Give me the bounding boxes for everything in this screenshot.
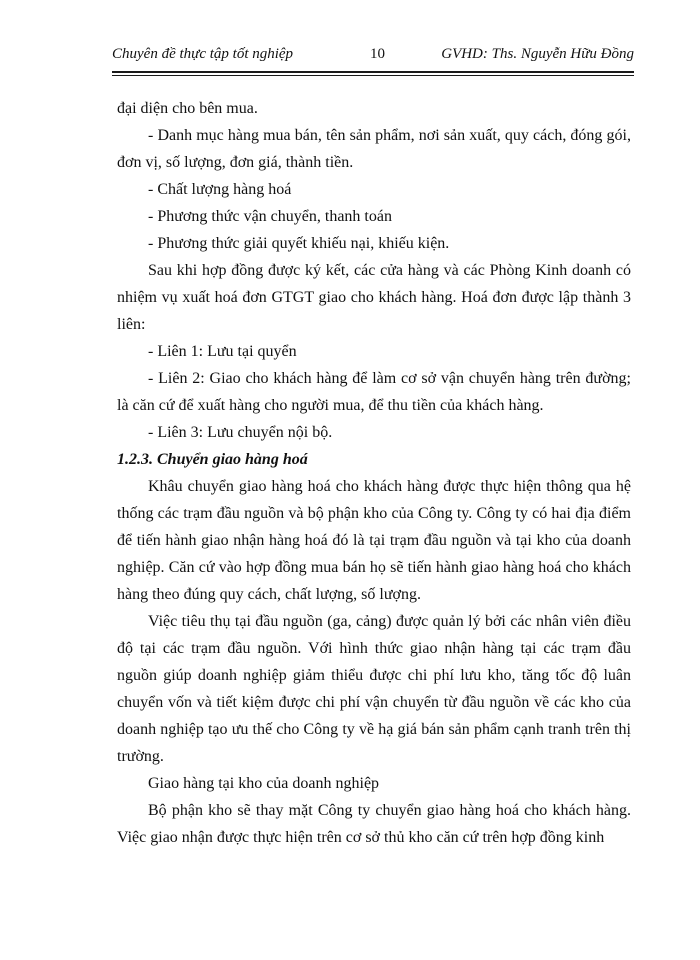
section-heading: 1.2.3. Chuyển giao hàng hoá (117, 451, 308, 468)
header-rule (112, 71, 634, 73)
page-header (112, 46, 634, 68)
list-item: - Liên 2: Giao cho khách hàng để làm cơ sở vận chuyển hàng trên đường; là căn cứ để xuất hàng cho người mua, để thu tiền của khách hàng. (117, 370, 631, 414)
header-supervisor: GVHD: Ths. Nguyễn Hữu Đồng (441, 46, 634, 62)
list-item: - Phương thức giải quyết khiếu nại, khiếu kiện. (148, 235, 450, 252)
list-item: - Chất lượng hàng hoá (148, 181, 292, 198)
list-item: - Danh mục hàng mua bán, tên sản phẩm, nơi sản xuất, quy cách, đóng gói, đơn vị, số lượng, đơn giá, thành tiền. (117, 127, 631, 171)
paragraph: Sau khi hợp đồng được ký kết, các cửa hàng và các Phòng Kinh doanh có nhiệm vụ xuất hoá đơn GTGT giao cho khách hàng. Hoá đơn được lập thành 3 liên: (117, 262, 631, 333)
header-title: Chuyên đề thực tập tốt nghiệp (112, 46, 294, 62)
document-body (117, 95, 631, 851)
paragraph: Việc tiêu thụ tại đầu nguồn (ga, cảng) được quản lý bởi các nhân viên điều độ tại các trạm đầu nguồn. Với hình thức giao nhận hàng tại các trạm đầu nguồn giúp doanh nghiệp giảm thiểu được chi phí lưu kho, tăng tốc độ luân chuyển vốn và tiết kiệm được chi phí vận chuyển từ đầu nguồn về các kho của doanh nghiệp tạo ưu thế cho Công ty về hạ giá bán sản phẩm cạnh tranh trên thị trường. (117, 613, 631, 765)
subheading: Giao hàng tại kho của doanh nghiệp (148, 775, 380, 792)
page-number: 10 (370, 46, 385, 62)
paragraph: Khâu chuyển giao hàng hoá cho khách hàng được thực hiện thông qua hệ thống các trạm đầu nguồn và bộ phận kho của Công ty. Công ty có hai địa điểm để tiến hành giao nhận hàng hoá đó là tại trạm đầu nguồn và tại kho của doanh nghiệp. Căn cứ vào hợp đồng mua bán họ sẽ tiến hành giao hàng hoá cho khách hàng theo đúng quy cách, chất lượng, số lượng. (117, 478, 631, 603)
list-item: - Phương thức vận chuyển, thanh toán (148, 208, 392, 225)
list-item: - Liên 3: Lưu chuyển nội bộ. (148, 424, 333, 441)
header-rule-thin (112, 75, 634, 76)
paragraph: đại diện cho bên mua. (117, 100, 258, 117)
list-item: - Liên 1: Lưu tại quyển (148, 343, 297, 360)
paragraph: Bộ phận kho sẽ thay mặt Công ty chuyển giao hàng hoá cho khách hàng. Việc giao nhận được thực hiện trên cơ sở thủ kho căn cứ trên hợp đồng kinh (117, 802, 631, 846)
